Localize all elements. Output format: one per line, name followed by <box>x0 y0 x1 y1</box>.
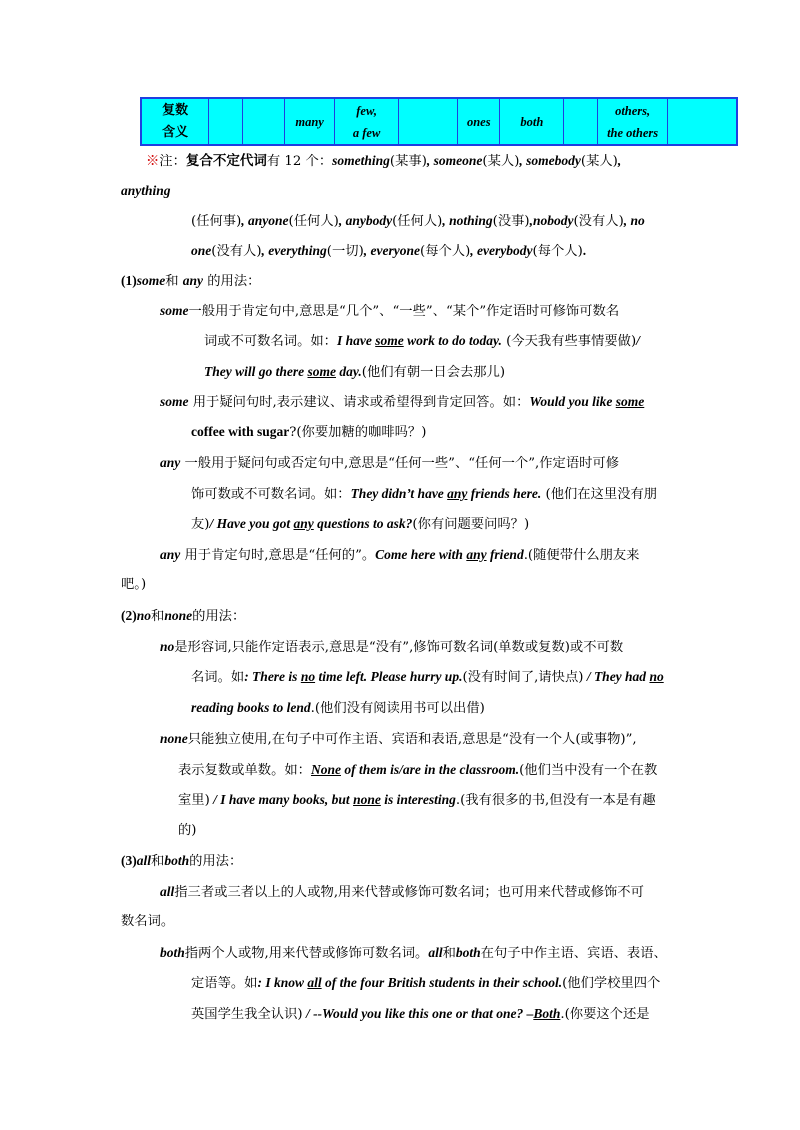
text-segment: (一切) <box>326 244 364 259</box>
text-segment: , everybody <box>470 243 533 258</box>
text-line <box>191 973 660 994</box>
text-segment: 数名词。 <box>121 914 175 929</box>
text-segment: 的用法： <box>203 274 261 289</box>
text-segment: .(他们没有阅读用书可以出借) <box>310 701 485 716</box>
text-segment: (没事) <box>492 214 530 229</box>
text-segment: (某人) <box>482 154 520 169</box>
text-segment: 的) <box>178 823 197 838</box>
text-segment: , everything <box>261 243 327 258</box>
text-segment: Come here with <box>375 547 467 562</box>
text-line <box>178 821 197 841</box>
text-segment: anything <box>121 183 171 198</box>
text-segment: any <box>160 547 181 562</box>
text-segment: no <box>160 639 175 654</box>
text-segment: time left. Please hurry up. <box>315 669 463 684</box>
text-line <box>204 331 640 352</box>
table-cell-text: the others <box>607 125 659 140</box>
text-segment: .(你要这个还是 <box>560 1007 650 1022</box>
text-segment: 一般用于肯定句中,意思是“几个”、“一些”、“某个”作定语时可修饰可数名 <box>188 304 620 319</box>
text-segment: all <box>307 975 322 990</box>
text-segment: ※ <box>146 154 160 169</box>
text-segment: Both <box>533 1006 561 1021</box>
text-segment: 指两个人或物,用来代替或修饰可数名词。 <box>184 946 429 961</box>
text-segment: some <box>307 364 336 379</box>
text-line <box>121 912 174 932</box>
text-segment: 的用法： <box>189 854 243 869</box>
table-cell <box>500 98 564 145</box>
text-segment: , <box>617 153 622 168</box>
text-segment: questions to ask? <box>313 516 413 531</box>
text-segment: : There is <box>244 669 301 684</box>
text-segment: something <box>332 153 390 168</box>
text-segment: of the four British students in their school. <box>321 975 563 990</box>
text-line <box>204 362 505 383</box>
text-segment: both <box>455 945 481 960</box>
text-segment: (3) <box>121 853 137 868</box>
text-line <box>160 637 623 658</box>
text-segment: (没有人) <box>573 214 624 229</box>
text-line <box>160 943 667 964</box>
text-line <box>191 698 485 719</box>
text-segment: some <box>615 394 645 409</box>
text-segment: any <box>466 547 487 562</box>
text-segment: , anyone <box>241 213 289 228</box>
table-cell <box>243 98 285 145</box>
text-segment: 英国学生我全认识) <box>191 1007 303 1022</box>
text-segment: (他们有朝一日会去那儿) <box>361 365 506 380</box>
table-cell <box>284 98 334 145</box>
text-segment: (1) <box>121 273 137 288</box>
text-line <box>121 181 171 202</box>
text-line <box>191 241 586 262</box>
text-line <box>121 851 242 872</box>
text-segment: no <box>300 669 316 684</box>
plural-meaning-table <box>140 97 738 146</box>
text-segment: 复合不定代词 <box>185 153 267 168</box>
text-segment: (任何人) <box>392 214 443 229</box>
text-segment: any <box>182 273 204 288</box>
text-line <box>160 301 619 322</box>
text-line <box>121 271 260 292</box>
text-segment: any <box>447 486 468 501</box>
table-cell <box>598 98 668 145</box>
table-cell-text: a few <box>352 125 381 140</box>
text-segment: 用于肯定句时,意思是“任何的”。 <box>180 548 376 563</box>
text-segment: 用于疑问句时,表示建议、请求或希望得到肯定回答。如： <box>188 395 530 410</box>
text-segment: : I know <box>257 975 308 990</box>
text-segment: . <box>582 243 587 258</box>
text-segment: 一般用于疑问句或否定句中,意思是“任何一些”、“任何一个”,作定语时可修 <box>180 456 620 471</box>
text-segment: work to do today. <box>403 333 502 348</box>
text-segment: ?(你要加糖的咖啡吗？) <box>289 425 427 440</box>
table-cell <box>398 98 457 145</box>
text-segment: , somebody <box>519 153 581 168</box>
text-segment: / --Would you like this one or that one? – <box>302 1006 534 1021</box>
text-segment: (某人) <box>580 154 618 169</box>
text-segment: .(随便带什么朋友来 <box>523 548 640 563</box>
text-line <box>191 422 426 443</box>
text-segment: 友) <box>191 517 210 532</box>
row-header-line: 含义 <box>162 124 189 140</box>
text-segment: 注： <box>159 154 186 169</box>
text-segment: 词或不可数名词。如： <box>204 334 337 349</box>
text-segment: friend <box>486 547 524 562</box>
text-segment: , anybody <box>338 213 393 228</box>
text-segment: / Have you got <box>209 516 294 531</box>
text-segment: 名词。如 <box>191 670 245 685</box>
text-segment: 有 12 个： <box>266 154 333 169</box>
table-cell <box>209 98 243 145</box>
table-cell-text: ones <box>466 114 491 129</box>
table-cell <box>458 98 500 145</box>
text-segment: any <box>160 455 181 470</box>
text-segment: They didn’t have <box>350 486 448 501</box>
text-segment: of them is/are in the classroom. <box>340 762 520 777</box>
text-line <box>191 667 664 688</box>
text-segment: is interesting <box>380 792 456 807</box>
text-segment: , everyone <box>363 243 420 258</box>
text-line <box>160 882 644 903</box>
table-cell-text: both <box>520 114 544 129</box>
text-line <box>178 760 657 781</box>
text-segment: both <box>164 853 190 868</box>
text-segment: (没有人) <box>211 244 262 259</box>
text-segment: (每个人) <box>420 244 471 259</box>
text-segment: (2) <box>121 608 137 623</box>
text-segment: (任何人) <box>288 214 339 229</box>
text-segment: I have <box>336 333 376 348</box>
text-segment: some <box>375 333 404 348</box>
text-segment: all <box>136 853 152 868</box>
text-segment: 是形容词,只能作定语表示,意思是“没有”,修饰可数名词(单数或复数)或不可数 <box>174 640 624 655</box>
row-header-cell <box>141 98 209 145</box>
text-segment: no <box>136 608 152 623</box>
text-segment: some <box>160 303 189 318</box>
text-segment: (他们学校里四个 <box>562 976 661 991</box>
table-cell-text: few, <box>356 103 377 118</box>
table-cell <box>668 98 737 145</box>
text-segment: 只能独立使用,在句子中可作主语、宾语和表语,意思是“没有一个人(或事物)”, <box>187 732 637 747</box>
text-segment: (某事) <box>389 154 427 169</box>
row-header-line: 复数 <box>162 102 189 118</box>
text-segment: 和 <box>151 609 165 624</box>
text-segment: 指三者或三者以上的人或物,用来代替或修饰可数名词；也可用来代替或修饰不可 <box>174 885 644 900</box>
text-segment: .(我有很多的书,但没有一本是有趣 <box>455 793 656 808</box>
text-segment: / <box>636 333 640 348</box>
text-segment: none <box>353 792 381 807</box>
text-segment: 的用法： <box>192 609 246 624</box>
text-segment: / They had <box>583 669 650 684</box>
text-segment: None <box>310 762 341 777</box>
text-segment: all <box>160 884 175 899</box>
text-line <box>191 211 645 232</box>
table-cell-text: many <box>295 114 324 129</box>
text-segment: ,nobody <box>529 213 574 228</box>
text-segment: 定语等。如 <box>191 976 258 991</box>
text-segment: (今天我有些事情要做) <box>501 334 637 349</box>
text-segment: (没有时间了,请快点) <box>462 670 584 685</box>
text-line <box>121 575 146 595</box>
text-segment: 和 <box>442 946 456 961</box>
text-segment: one <box>191 243 212 258</box>
text-segment: , no <box>623 213 645 228</box>
text-segment: any <box>293 516 314 531</box>
text-segment: 在句子中作主语、宾语、表语、 <box>480 946 667 961</box>
text-segment: (你有问题要问吗？) <box>412 517 530 532</box>
text-segment: 和 <box>151 854 165 869</box>
text-segment: Would you like <box>529 394 616 409</box>
text-segment: , someone <box>426 153 483 168</box>
text-line <box>160 729 637 750</box>
text-line <box>160 545 639 566</box>
text-segment: They will go there <box>204 364 308 379</box>
text-segment: 吧。) <box>121 577 147 592</box>
text-segment: day. <box>336 364 362 379</box>
text-line <box>191 484 657 505</box>
text-segment: (他们在这里没有朋 <box>541 487 658 502</box>
table-cell <box>564 98 598 145</box>
text-segment: (任何事) <box>191 214 242 229</box>
text-segment: no <box>649 669 664 684</box>
text-line <box>160 392 644 413</box>
text-line <box>160 453 619 474</box>
text-segment: friends here. <box>467 486 542 501</box>
text-line <box>191 1004 650 1025</box>
text-line <box>146 151 621 172</box>
text-segment: / I have many books, but <box>209 792 354 807</box>
text-segment: none <box>160 731 188 746</box>
table-cell <box>335 98 399 145</box>
text-segment: reading books to lend <box>191 700 311 715</box>
text-segment: some <box>136 273 166 288</box>
text-segment: coffee with sugar <box>191 424 290 439</box>
text-line <box>121 606 245 627</box>
text-segment: 表示复数或单数。如： <box>178 763 311 778</box>
text-segment: all <box>428 945 443 960</box>
text-segment: some <box>160 394 189 409</box>
text-segment: (每个人) <box>532 244 583 259</box>
text-segment: both <box>160 945 185 960</box>
text-segment: , nothing <box>442 213 493 228</box>
text-segment: none <box>164 608 193 623</box>
text-segment: 室里) <box>178 793 210 808</box>
text-segment: 饰可数或不可数名词。如： <box>191 487 351 502</box>
text-segment: 和 <box>165 274 183 289</box>
table-cell-text: others, <box>615 103 651 118</box>
text-segment: (他们当中没有一个在教 <box>519 763 658 778</box>
text-line <box>191 514 529 535</box>
text-line <box>178 790 656 811</box>
